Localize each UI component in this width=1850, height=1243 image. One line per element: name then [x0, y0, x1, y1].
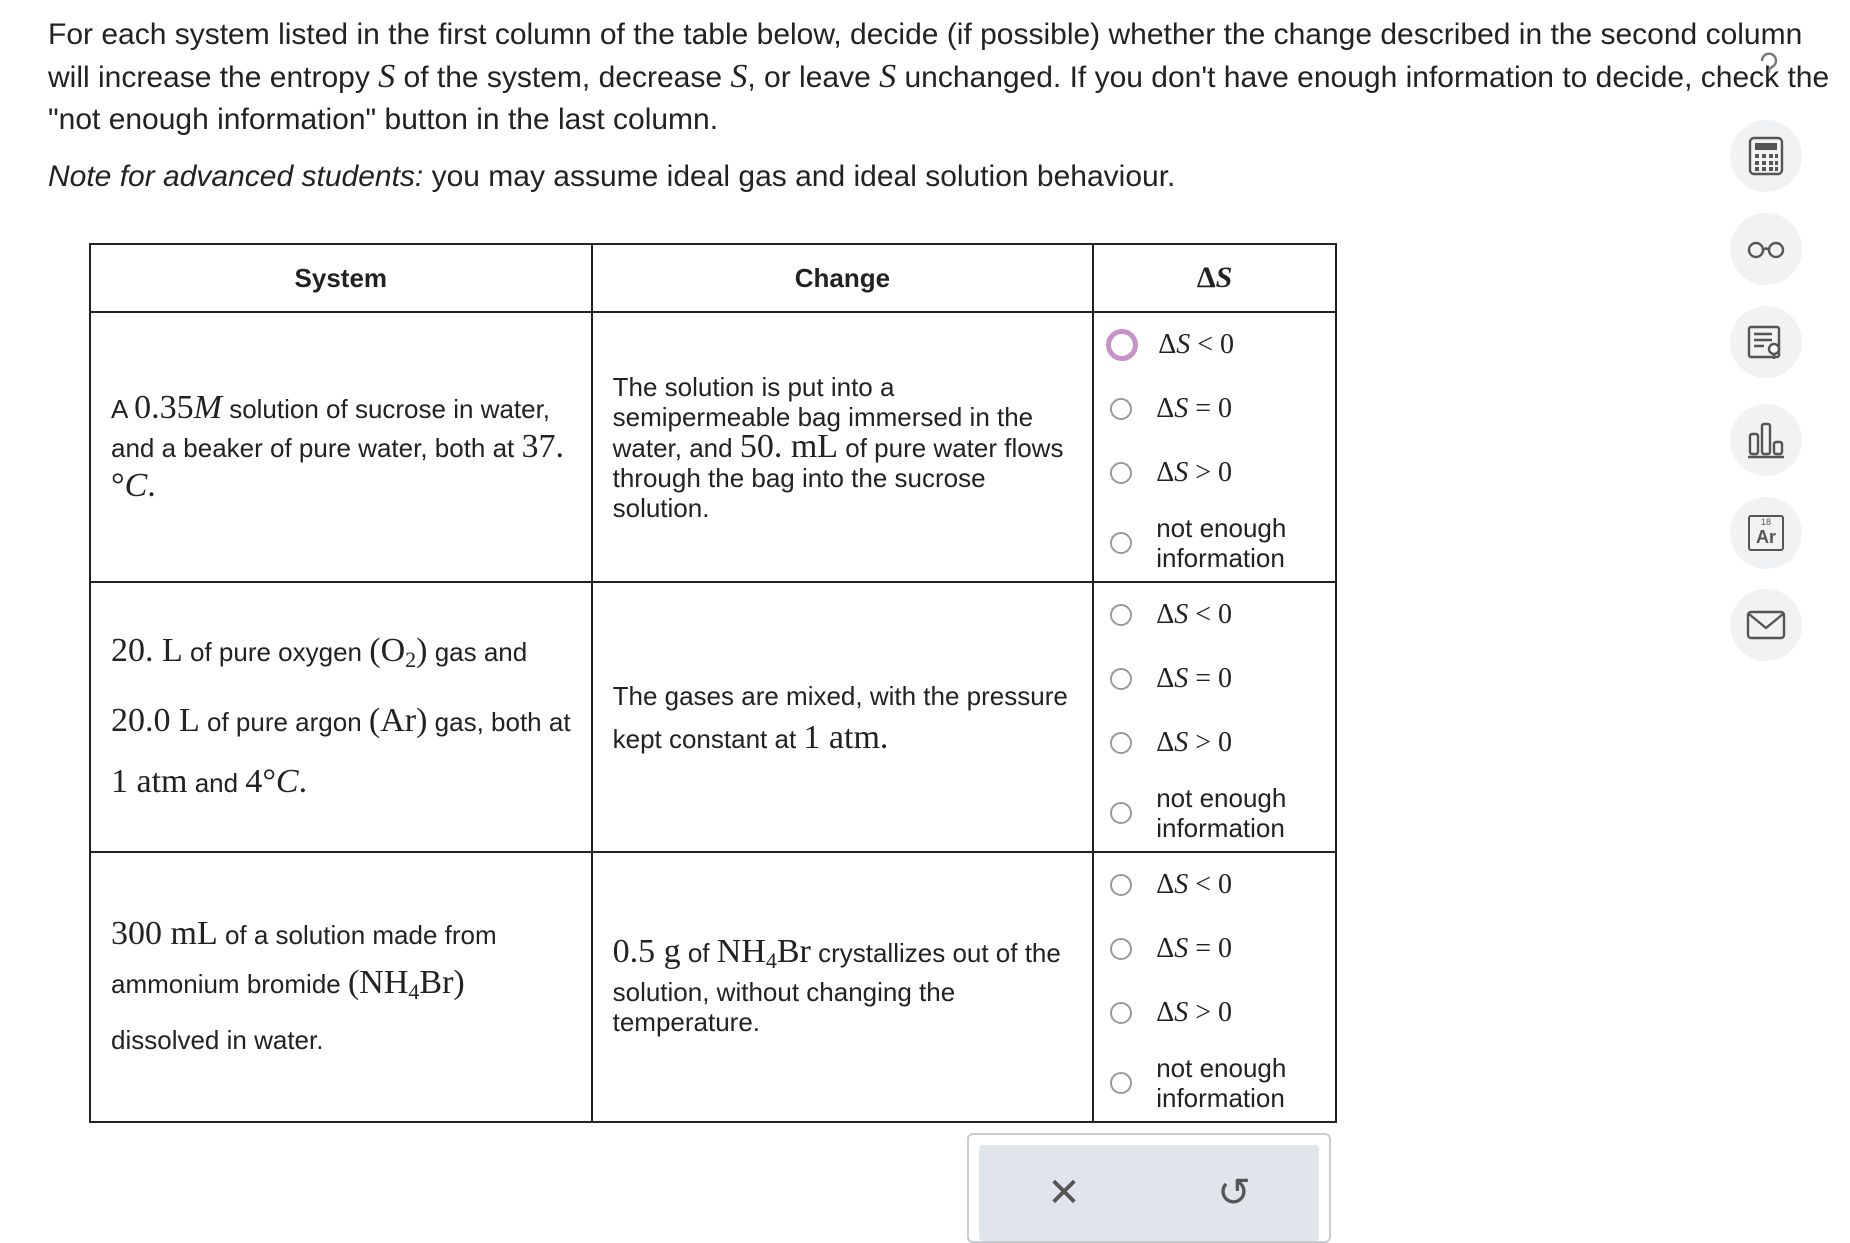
option-not-enough-info[interactable]: not enough information [1094, 775, 1335, 851]
radio-button[interactable] [1110, 874, 1132, 896]
mail-button[interactable] [1730, 589, 1802, 661]
instructions [48, 14, 1838, 141]
header-delta-s: ΔS [1093, 244, 1336, 312]
reference-button[interactable] [1730, 306, 1802, 378]
radio-button[interactable] [1110, 462, 1132, 484]
table-row [90, 312, 1336, 582]
table-row [90, 852, 1336, 1122]
system-cell: 20. L of pure oxygen $(O_2)$ gas and 20.0 L of pure argon (Ar) gas, both at 1 atm and 4°C. [90, 582, 592, 852]
undo-button[interactable] [1204, 1163, 1264, 1223]
glasses-icon [1746, 239, 1786, 259]
radio-button[interactable] [1110, 398, 1132, 420]
option-increase[interactable]: ΔS > 0 [1094, 711, 1335, 775]
radio-button[interactable] [1110, 938, 1132, 960]
option-decrease[interactable]: ΔS < 0 [1094, 583, 1335, 647]
radio-button[interactable] [1110, 604, 1132, 626]
table-row [90, 582, 1336, 852]
radio-button[interactable] [1110, 1072, 1132, 1094]
chart-button[interactable] [1730, 404, 1802, 476]
radio-button[interactable] [1110, 668, 1132, 690]
calculator-icon [1748, 136, 1784, 176]
instructions-text: For each system listed in the first column of the table below, decide (if possible) whether the change described in the second column will increase the entropy S of the system, decrease S, or leave S unchanged. If you don't have enough information to decide, check the "not enough information" button in the last column. [48, 18, 1830, 136]
option-unchanged[interactable]: ΔS = 0 [1094, 377, 1335, 441]
radio-button[interactable] [1110, 532, 1132, 554]
option-decrease[interactable]: ΔS < 0 [1094, 313, 1335, 377]
radio-button[interactable] [1110, 732, 1132, 754]
option-cell [1093, 852, 1336, 1122]
mail-icon [1746, 609, 1786, 641]
change-cell: The solution is put into a semipermeable bag immersed in the water, and 50. mL of pure water flows through the bag into the sucrose solution. [592, 312, 1094, 582]
note: Note for advanced students: you may assume ideal gas and ideal solution behaviour. [48, 160, 1176, 193]
table-header [90, 244, 1336, 312]
radio-button[interactable] [1106, 329, 1138, 361]
option-not-enough-info[interactable]: not enough information [1094, 505, 1335, 581]
option-not-enough-info[interactable]: not enough information [1094, 1045, 1335, 1121]
system-cell: A 0.35M solution of sucrose in water, and a beaker of pure water, both at 37.°C. [90, 312, 592, 582]
option-cell [1093, 582, 1336, 852]
periodic-table-icon: 18 Ar [1748, 515, 1784, 551]
close-icon: ✕ [1047, 1171, 1081, 1215]
undo-icon: ↺ [1217, 1171, 1251, 1215]
header-change: Change [592, 244, 1094, 312]
option-decrease[interactable]: ΔS < 0 [1094, 853, 1335, 917]
option-increase[interactable]: ΔS > 0 [1094, 981, 1335, 1045]
system-cell: 300 mL of a solution made from ammonium bromide $(NH_4Br)$ dissolved in water. [90, 852, 592, 1122]
clear-button[interactable] [1034, 1163, 1094, 1223]
periodic-table-button[interactable] [1730, 497, 1802, 569]
chart-icon [1746, 420, 1786, 460]
option-increase[interactable]: ΔS > 0 [1094, 441, 1335, 505]
entropy-table [89, 243, 1337, 1123]
calculator-button[interactable] [1730, 120, 1802, 192]
radio-button[interactable] [1110, 802, 1132, 824]
help-icon [1757, 52, 1781, 82]
change-cell: 0.5 g of $NH_4Br$ crystallizes out of the solution, without changing the temperature. [592, 852, 1094, 1122]
option-unchanged[interactable]: ΔS = 0 [1094, 647, 1335, 711]
change-cell: The gases are mixed, with the pressure kept constant at 1 atm. [592, 582, 1094, 852]
glasses-button[interactable] [1730, 213, 1802, 285]
radio-button[interactable] [1110, 1002, 1132, 1024]
answer-toolbar [967, 1133, 1331, 1243]
reference-icon [1746, 322, 1786, 362]
header-system: System [90, 244, 592, 312]
help-button[interactable] [1746, 44, 1792, 90]
option-cell [1093, 312, 1336, 582]
option-unchanged[interactable]: ΔS = 0 [1094, 917, 1335, 981]
